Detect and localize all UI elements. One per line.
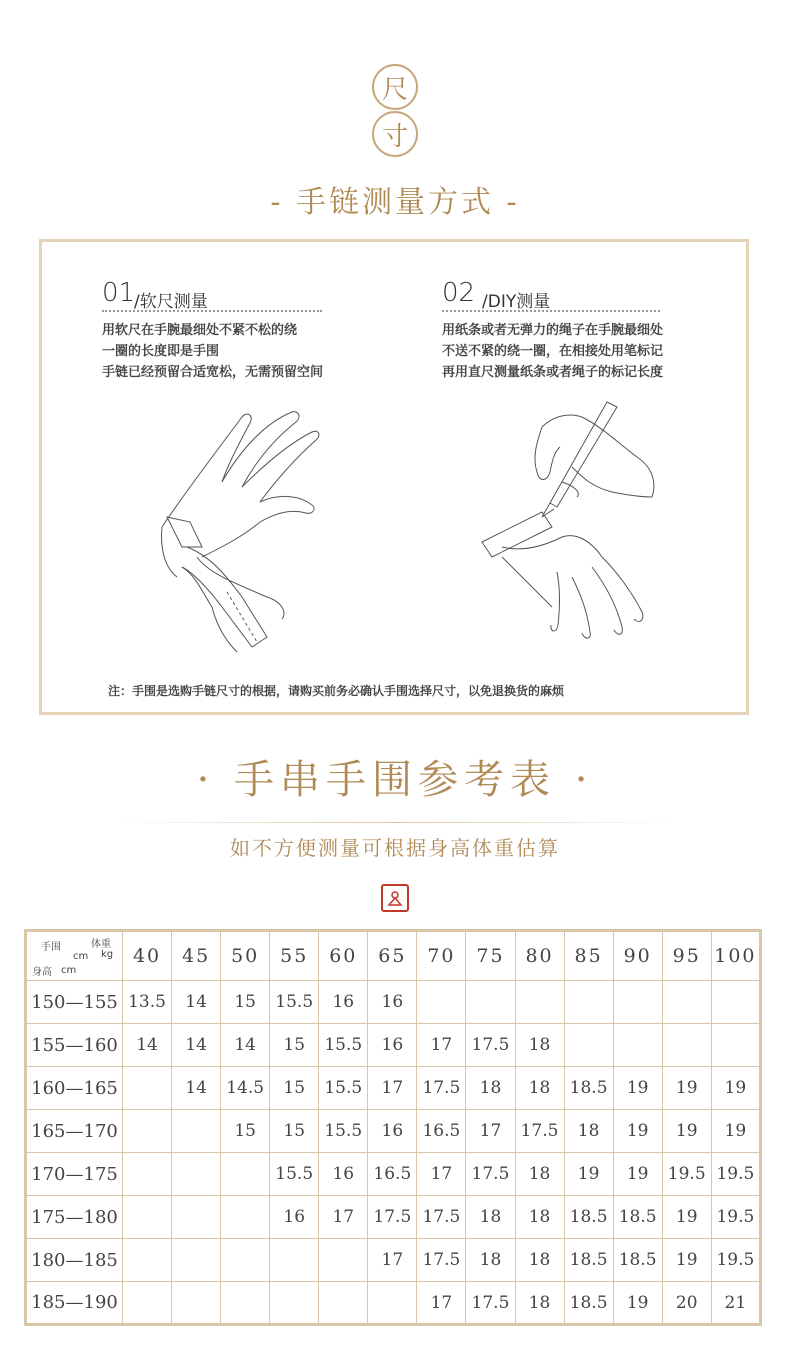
- wrist-size-cell: 19: [662, 1239, 711, 1282]
- wrist-size-cell: [711, 981, 760, 1024]
- table-corner-cell: [26, 931, 123, 981]
- wrist-size-cell: [368, 1282, 417, 1325]
- wrist-size-cell: 16: [270, 1196, 319, 1239]
- wrist-size-cell: 16: [368, 981, 417, 1024]
- wrist-size-cell: 18.5: [564, 1067, 613, 1110]
- wrist-size-cell: 17: [466, 1110, 515, 1153]
- wrist-size-cell: 16.5: [368, 1153, 417, 1196]
- wrist-size-cell: 19: [711, 1067, 760, 1110]
- wrist-size-cell: 18.5: [613, 1239, 662, 1282]
- step1-line: 用软尺在手腕最细处不紧不松的绕: [102, 323, 298, 338]
- wrist-size-cell: 15.5: [319, 1110, 368, 1153]
- step2-line: 不送不紧的绕一圈，在相接处用笔标记: [442, 344, 664, 359]
- wrist-size-cell: 14.5: [221, 1067, 270, 1110]
- step2-label: /DIY测量: [482, 292, 551, 312]
- table-row: [26, 1067, 761, 1110]
- wrist-size-cell: [172, 1239, 221, 1282]
- table-header-row: [26, 931, 761, 981]
- wrist-size-cell: 17: [319, 1196, 368, 1239]
- wrist-size-cell: 17.5: [417, 1239, 466, 1282]
- wrist-size-cell: 15.5: [270, 1153, 319, 1196]
- table-row: [26, 1153, 761, 1196]
- table-row: [26, 1196, 761, 1239]
- wrist-size-cell: 14: [172, 1067, 221, 1110]
- wrist-size-cell: 17: [368, 1239, 417, 1282]
- wrist-size-cell: 17.5: [515, 1110, 564, 1153]
- wrist-size-cell: 14: [172, 1024, 221, 1067]
- table-row: [26, 1239, 761, 1282]
- wrist-size-cell: 15: [270, 1067, 319, 1110]
- corner-kg-unit: kg: [101, 949, 114, 960]
- wrist-size-cell: [221, 1196, 270, 1239]
- wrist-size-cell: 17: [417, 1282, 466, 1325]
- wrist-size-cell: 18: [515, 1153, 564, 1196]
- weight-header: 55: [270, 931, 319, 981]
- wrist-size-cell: 19.5: [662, 1153, 711, 1196]
- soft-tape-hand-illustration: [142, 397, 342, 657]
- seal-char-chi: 尺: [372, 64, 418, 110]
- wrist-size-cell: 17.5: [466, 1282, 515, 1325]
- weight-header: 90: [613, 931, 662, 981]
- wrist-size-cell: 19: [613, 1153, 662, 1196]
- wrist-size-cell: 18: [466, 1196, 515, 1239]
- wrist-size-cell: 18: [515, 1067, 564, 1110]
- height-range-cell: 185—190: [26, 1282, 123, 1325]
- table-row: [26, 1282, 761, 1325]
- wrist-size-cell: 19: [662, 1110, 711, 1153]
- wrist-size-cell: 15: [221, 981, 270, 1024]
- reference-divider: [110, 822, 680, 823]
- step2-line: 用纸条或者无弹力的绳子在手腕最细处: [442, 323, 664, 338]
- wrist-size-cell: 18: [515, 1024, 564, 1067]
- weight-header: 60: [319, 931, 368, 981]
- wrist-size-cell: 14: [172, 981, 221, 1024]
- corner-weight-label: 体重: [91, 939, 111, 950]
- wrist-size-cell: 18: [515, 1196, 564, 1239]
- weight-header: 95: [662, 931, 711, 981]
- wrist-size-cell: 19: [564, 1153, 613, 1196]
- wrist-size-cell: [466, 981, 515, 1024]
- wrist-size-cell: 21: [711, 1282, 760, 1325]
- wrist-size-cell: [123, 1110, 172, 1153]
- step1-line: 一圈的长度即是手围: [102, 344, 220, 359]
- wrist-size-reference-table: [24, 929, 762, 1326]
- wrist-size-cell: [221, 1239, 270, 1282]
- corner-cm-label: cm: [73, 951, 89, 962]
- height-range-cell: 150—155: [26, 981, 123, 1024]
- wrist-size-cell: 14: [123, 1024, 172, 1067]
- wrist-size-cell: 18: [515, 1239, 564, 1282]
- wrist-size-cell: [319, 1282, 368, 1325]
- wrist-size-cell: 19.5: [711, 1196, 760, 1239]
- weight-header: 70: [417, 931, 466, 981]
- wrist-size-cell: [123, 1067, 172, 1110]
- wrist-size-cell: 16: [368, 1110, 417, 1153]
- wrist-size-cell: [613, 981, 662, 1024]
- wrist-size-cell: [221, 1282, 270, 1325]
- weight-header: 45: [172, 931, 221, 981]
- step2-line: 再用直尺测量纸条或者绳子的标记长度: [442, 365, 664, 380]
- step2-number: 02: [442, 278, 476, 308]
- wrist-size-cell: 13.5: [123, 981, 172, 1024]
- diy-paper-strip-illustration: [442, 397, 682, 657]
- wrist-size-cell: 19.5: [711, 1239, 760, 1282]
- wrist-size-cell: 16: [319, 981, 368, 1024]
- wrist-size-cell: 17.5: [466, 1153, 515, 1196]
- wrist-size-cell: 16: [368, 1024, 417, 1067]
- wrist-size-cell: 19: [662, 1196, 711, 1239]
- corner-height-unit: cm: [61, 965, 77, 976]
- corner-wrist-label: 手围: [41, 942, 61, 953]
- wrist-size-cell: 17.5: [368, 1196, 417, 1239]
- wrist-size-cell: [172, 1110, 221, 1153]
- table-row: [26, 1110, 761, 1153]
- wrist-size-cell: [172, 1282, 221, 1325]
- red-seal-stamp-icon: [381, 884, 409, 912]
- step1-divider: [102, 310, 322, 312]
- weight-header: 85: [564, 931, 613, 981]
- wrist-size-cell: 18.5: [564, 1282, 613, 1325]
- wrist-size-cell: 18.5: [564, 1196, 613, 1239]
- wrist-size-cell: 18: [564, 1110, 613, 1153]
- wrist-size-cell: 16.5: [417, 1110, 466, 1153]
- height-range-cell: 170—175: [26, 1153, 123, 1196]
- wrist-size-cell: [172, 1153, 221, 1196]
- wrist-size-cell: 18: [466, 1067, 515, 1110]
- wrist-size-cell: 19: [613, 1110, 662, 1153]
- wrist-size-cell: [662, 1024, 711, 1067]
- wrist-size-cell: 18.5: [613, 1196, 662, 1239]
- wrist-size-cell: [270, 1282, 319, 1325]
- wrist-size-cell: [221, 1153, 270, 1196]
- measure-method-panel: [39, 239, 749, 715]
- weight-header: 80: [515, 931, 564, 981]
- wrist-size-cell: [613, 1024, 662, 1067]
- measure-method-title: - 手链测量方式 -: [270, 185, 520, 220]
- wrist-size-cell: 15.5: [270, 981, 319, 1024]
- reference-subtitle: 如不方便测量可根据身高体重估算: [230, 836, 560, 860]
- wrist-size-cell: 17: [368, 1067, 417, 1110]
- weight-header: 100: [711, 931, 760, 981]
- wrist-size-cell: 19: [711, 1110, 760, 1153]
- wrist-size-cell: [123, 1196, 172, 1239]
- wrist-size-cell: 18: [515, 1282, 564, 1325]
- weight-header: 75: [466, 931, 515, 981]
- wrist-size-cell: [319, 1239, 368, 1282]
- wrist-size-cell: 19: [613, 1282, 662, 1325]
- wrist-size-cell: [123, 1239, 172, 1282]
- wrist-size-cell: 16: [319, 1153, 368, 1196]
- wrist-size-cell: [564, 981, 613, 1024]
- height-range-cell: 175—180: [26, 1196, 123, 1239]
- wrist-size-cell: 17: [417, 1153, 466, 1196]
- wrist-size-cell: [711, 1024, 760, 1067]
- table-row: [26, 1024, 761, 1067]
- wrist-size-cell: [123, 1153, 172, 1196]
- height-range-cell: 155—160: [26, 1024, 123, 1067]
- wrist-size-cell: 17: [417, 1024, 466, 1067]
- table-row: [26, 981, 761, 1024]
- wrist-size-cell: 18: [466, 1239, 515, 1282]
- wrist-size-cell: 19.5: [711, 1153, 760, 1196]
- wrist-size-cell: [123, 1282, 172, 1325]
- weight-header: 65: [368, 931, 417, 981]
- height-range-cell: 160—165: [26, 1067, 123, 1110]
- step2-divider: [442, 310, 660, 312]
- height-range-cell: 180—185: [26, 1239, 123, 1282]
- reference-table-title: · 手串手围参考表 ·: [196, 757, 594, 803]
- wrist-size-cell: 20: [662, 1282, 711, 1325]
- wrist-size-cell: 15: [270, 1024, 319, 1067]
- wrist-size-cell: 15: [270, 1110, 319, 1153]
- wrist-size-cell: [417, 981, 466, 1024]
- measure-note: 注：手围是选购手链尺寸的根据，请购买前务必确认手围选择尺寸，以免退换货的麻烦: [108, 684, 565, 698]
- wrist-size-cell: [270, 1239, 319, 1282]
- wrist-size-cell: 14: [221, 1024, 270, 1067]
- step1-description: [102, 320, 323, 383]
- wrist-size-cell: 15: [221, 1110, 270, 1153]
- wrist-size-cell: 15.5: [319, 1067, 368, 1110]
- wrist-size-cell: [662, 981, 711, 1024]
- wrist-size-cell: 15.5: [319, 1024, 368, 1067]
- height-range-cell: 165—170: [26, 1110, 123, 1153]
- step1-number: 01: [102, 278, 136, 308]
- wrist-size-cell: 17.5: [466, 1024, 515, 1067]
- step1-line: 手链已经预留合适宽松，无需预留空间: [102, 365, 324, 380]
- corner-height-label: 身高: [32, 967, 52, 978]
- wrist-size-cell: 17.5: [417, 1196, 466, 1239]
- wrist-size-cell: 17.5: [417, 1067, 466, 1110]
- wrist-size-cell: 19: [662, 1067, 711, 1110]
- wrist-size-cell: [515, 981, 564, 1024]
- wrist-size-cell: [172, 1196, 221, 1239]
- wrist-size-cell: [564, 1024, 613, 1067]
- weight-header: 50: [221, 931, 270, 981]
- seal-char-cun: 寸: [372, 111, 418, 157]
- weight-header: 40: [123, 931, 172, 981]
- step1-label: /软尺测量: [134, 292, 208, 312]
- wrist-size-cell: 19: [613, 1067, 662, 1110]
- wrist-size-cell: 18.5: [564, 1239, 613, 1282]
- step2-description: [442, 320, 663, 383]
